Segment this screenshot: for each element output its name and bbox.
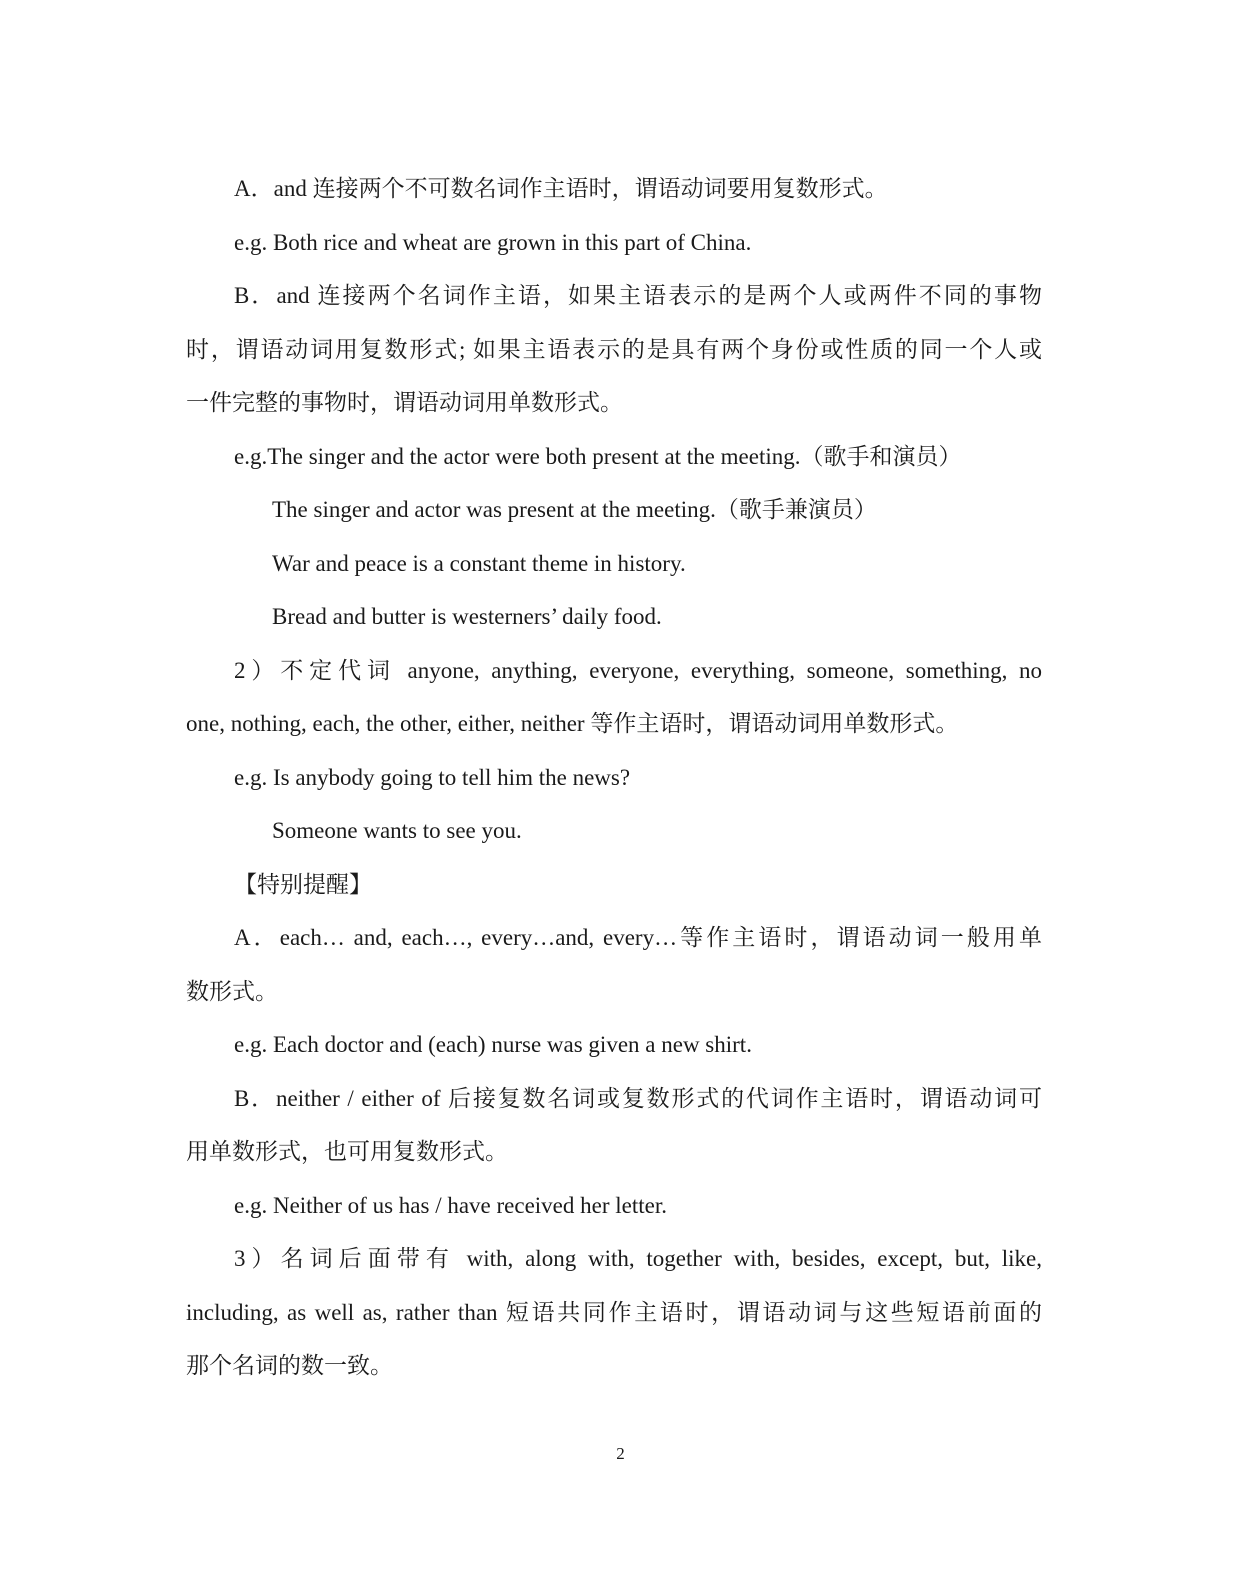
example-line: Someone wants to see you. (272, 818, 522, 843)
rule-a-paragraph: A．and 连接两个不可数名词作主语时，谓语动词要用复数形式。 (234, 176, 888, 201)
rule-b-paragraph: B．and 连接两个名词作主语，如果主语表示的是两个人或两件不同的事物 (234, 283, 1042, 308)
example-line: e.g. Neither of us has / have received her letter. (234, 1192, 667, 1218)
rule-3-continuation: 那个名词的数一致。 (186, 1353, 393, 1378)
page-body (186, 162, 1042, 1393)
page-number: 2 (616, 1444, 625, 1463)
rule-3-continuation: including, as well as, rather than 短语共同作主语时，谓语动词与这些短语前面的 (186, 1299, 1042, 1325)
rule-b-continuation: 一件完整的事物时，谓语动词用单数形式。 (186, 390, 623, 415)
example-line: Bread and butter is westerners’ daily food. (272, 604, 662, 629)
special-reminder-heading: 【特别提醒】 (234, 871, 372, 897)
example-line: The singer and actor was present at the meeting.（歌手兼演员） (272, 497, 877, 522)
reminder-b-paragraph: B．neither / either of 后接复数名词或复数形式的代词作主语时，谓语动词可 (234, 1085, 1042, 1111)
example-line: e.g.The singer and the actor were both present at the meeting.（歌手和演员） (234, 443, 962, 469)
reminder-a-paragraph: A．each… and, each…, every…and, every…等作主语时，谓语动词一般用单 (234, 925, 1042, 950)
rule-b-continuation: 时，谓语动词用复数形式; 如果主语表示的是具有两个身份或性质的同一个人或 (186, 336, 1042, 362)
example-line: e.g. Both rice and wheat are grown in this part of China. (234, 229, 752, 255)
rule-2-paragraph: 2）不定代词 anyone, anything, everyone, everything, someone, something, no (234, 657, 1042, 683)
example-line: e.g. Each doctor and (each) nurse was given a new shirt. (234, 1032, 752, 1057)
example-line: War and peace is a constant theme in history. (272, 550, 686, 576)
reminder-b-continuation: 用单数形式，也可用复数形式。 (186, 1139, 508, 1164)
rule-2-continuation: one, nothing, each, the other, either, neither 等作主语时，谓语动词用单数形式。 (186, 711, 959, 736)
example-line: e.g. Is anybody going to tell him the news? (234, 764, 631, 790)
rule-3-paragraph: 3）名词后面带有 with, along with, together with, besides, except, but, like, (234, 1246, 1042, 1271)
reminder-a-continuation: 数形式。 (186, 978, 278, 1004)
